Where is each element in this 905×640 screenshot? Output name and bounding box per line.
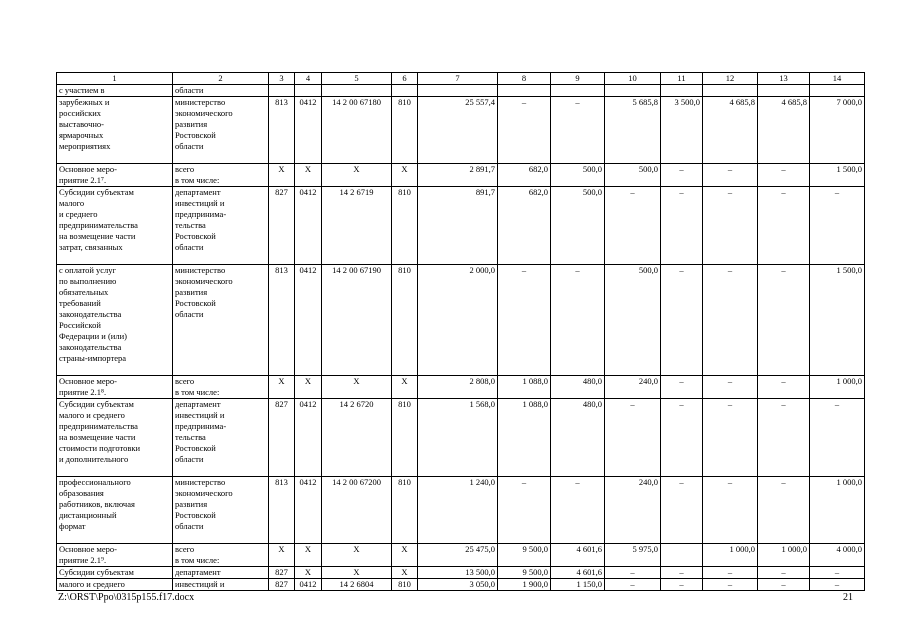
cell-executor: всего в том числе:: [173, 544, 269, 567]
cell-value: 2 891,7: [418, 164, 498, 187]
cell-value: 810: [392, 187, 418, 265]
cell-value: –: [758, 187, 810, 265]
cell-value: 891,7: [418, 187, 498, 265]
cell-value: –: [661, 579, 703, 591]
column-header: 12: [703, 73, 758, 85]
cell-executor: департамент инвестиций и предпринима- тельства Ростовской области: [173, 399, 269, 477]
table-row: [57, 544, 865, 567]
cell-value: 14 2 00 67180: [322, 97, 392, 164]
cell-value: –: [661, 477, 703, 544]
cell-value: –: [661, 399, 703, 477]
cell-value: 0412: [295, 97, 322, 164]
cell-value: 827: [269, 567, 295, 579]
footer-page-number: 21: [843, 592, 853, 603]
cell-value: 5 685,8: [605, 97, 661, 164]
cell-value: –: [703, 265, 758, 376]
cell-value: 810: [392, 265, 418, 376]
cell-value: –: [703, 187, 758, 265]
cell-value: Х: [392, 164, 418, 187]
cell-value: 813: [269, 477, 295, 544]
cell-value: –: [758, 376, 810, 399]
cell-value: 2 808,0: [418, 376, 498, 399]
cell-value: Х: [269, 544, 295, 567]
cell-value: 810: [392, 579, 418, 591]
cell-value: [661, 544, 703, 567]
cell-executor: министерство экономического развития Ростовской области: [173, 477, 269, 544]
cell-value: 1 000,0: [810, 376, 865, 399]
cell-value: –: [551, 97, 605, 164]
cell-value: Х: [322, 567, 392, 579]
cell-value: 13 500,0: [418, 567, 498, 579]
cell-value: 1 568,0: [418, 399, 498, 477]
table-row: [57, 187, 865, 265]
cell-value: –: [703, 579, 758, 591]
cell-value: 1 088,0: [498, 399, 551, 477]
column-header: 3: [269, 73, 295, 85]
cell-value: 4 685,8: [758, 97, 810, 164]
cell-value: 682,0: [498, 164, 551, 187]
cell-value: [498, 85, 551, 97]
cell-description: с участием в: [57, 85, 173, 97]
cell-value: 1 000,0: [703, 544, 758, 567]
cell-value: –: [661, 164, 703, 187]
cell-value: –: [758, 399, 810, 477]
cell-value: 7 000,0: [810, 97, 865, 164]
cell-value: –: [498, 265, 551, 376]
cell-value: [605, 85, 661, 97]
cell-value: –: [703, 376, 758, 399]
table-header-row: [57, 73, 865, 85]
cell-value: 240,0: [605, 376, 661, 399]
cell-description: зарубежных и российских выставочно- ярмарочных мероприятиях: [57, 97, 173, 164]
cell-value: [392, 85, 418, 97]
cell-value: 0412: [295, 187, 322, 265]
cell-value: Х: [295, 544, 322, 567]
cell-value: –: [810, 187, 865, 265]
column-header: 2: [173, 73, 269, 85]
cell-value: 14 2 6719: [322, 187, 392, 265]
cell-value: –: [703, 567, 758, 579]
cell-value: 25 475,0: [418, 544, 498, 567]
cell-value: –: [498, 477, 551, 544]
cell-value: Х: [295, 376, 322, 399]
cell-value: 5 975,0: [605, 544, 661, 567]
cell-value: [703, 85, 758, 97]
column-header: 6: [392, 73, 418, 85]
column-header: 1: [57, 73, 173, 85]
cell-value: 3 500,0: [661, 97, 703, 164]
cell-value: –: [661, 265, 703, 376]
cell-value: 813: [269, 97, 295, 164]
cell-description: профессионального образования работников, включая дистанционный формат: [57, 477, 173, 544]
cell-description: Субсидии субъектам: [57, 567, 173, 579]
cell-value: 0412: [295, 477, 322, 544]
budget-table: [56, 72, 865, 591]
cell-value: –: [661, 187, 703, 265]
cell-description: с оплатой услуг по выполнению обязательных требований законодательства Российской Федерации и (или) законодательства страны-импортера: [57, 265, 173, 376]
column-header: 7: [418, 73, 498, 85]
cell-value: 4 601,6: [551, 567, 605, 579]
column-header: 9: [551, 73, 605, 85]
cell-value: –: [551, 265, 605, 376]
cell-value: 3 050,0: [418, 579, 498, 591]
cell-value: 480,0: [551, 376, 605, 399]
column-header: 11: [661, 73, 703, 85]
cell-value: [551, 85, 605, 97]
column-header: 8: [498, 73, 551, 85]
cell-value: –: [661, 376, 703, 399]
cell-value: 1 500,0: [810, 265, 865, 376]
cell-value: 1 000,0: [810, 477, 865, 544]
cell-value: 500,0: [605, 164, 661, 187]
cell-value: 480,0: [551, 399, 605, 477]
cell-value: –: [703, 164, 758, 187]
cell-value: 9 500,0: [498, 567, 551, 579]
cell-value: 4 000,0: [810, 544, 865, 567]
cell-executor: области: [173, 85, 269, 97]
table-row: [57, 97, 865, 164]
cell-value: Х: [322, 544, 392, 567]
cell-value: 810: [392, 97, 418, 164]
cell-value: –: [758, 265, 810, 376]
cell-value: 827: [269, 187, 295, 265]
cell-description: Субсидии субъектам малого и среднего предпринимательства на возмещение части затрат, связанных: [57, 187, 173, 265]
cell-value: 4 685,8: [703, 97, 758, 164]
cell-value: Х: [392, 544, 418, 567]
cell-value: 500,0: [551, 187, 605, 265]
cell-value: 1 000,0: [758, 544, 810, 567]
cell-value: [810, 85, 865, 97]
cell-value: [661, 85, 703, 97]
cell-value: 0412: [295, 399, 322, 477]
cell-value: 1 150,0: [551, 579, 605, 591]
column-header: 10: [605, 73, 661, 85]
column-header: 5: [322, 73, 392, 85]
cell-value: 827: [269, 399, 295, 477]
cell-value: Х: [322, 164, 392, 187]
cell-value: –: [758, 567, 810, 579]
cell-value: 827: [269, 579, 295, 591]
table-row: [57, 567, 865, 579]
cell-value: –: [605, 579, 661, 591]
table-row: [57, 477, 865, 544]
cell-value: 813: [269, 265, 295, 376]
footer-file-path: Z:\ORST\Ppo\0315p155.f17.docx: [58, 592, 195, 603]
cell-description: Субсидии субъектам малого и среднего предпринимательства на возмещение части стоимости подготовки и дополнительного: [57, 399, 173, 477]
cell-executor: министерство экономического развития Ростовской области: [173, 97, 269, 164]
cell-value: 500,0: [551, 164, 605, 187]
cell-executor: всего в том числе:: [173, 164, 269, 187]
table-row: [57, 85, 865, 97]
cell-value: 1 088,0: [498, 376, 551, 399]
cell-value: –: [758, 164, 810, 187]
column-header: 14: [810, 73, 865, 85]
cell-value: –: [498, 97, 551, 164]
cell-value: 682,0: [498, 187, 551, 265]
column-header: 4: [295, 73, 322, 85]
cell-value: –: [661, 567, 703, 579]
cell-value: Х: [392, 376, 418, 399]
cell-executor: департамент: [173, 567, 269, 579]
table-row: [57, 376, 865, 399]
cell-value: Х: [269, 376, 295, 399]
cell-value: [295, 85, 322, 97]
cell-value: –: [810, 567, 865, 579]
cell-value: 25 557,4: [418, 97, 498, 164]
cell-value: 810: [392, 477, 418, 544]
cell-value: –: [703, 399, 758, 477]
cell-value: –: [758, 477, 810, 544]
table-row: [57, 164, 865, 187]
cell-executor: департамент инвестиций и предпринима- тельства Ростовской области: [173, 187, 269, 265]
cell-description: Основное меро- приятие 2.1⁷.: [57, 164, 173, 187]
cell-value: [269, 85, 295, 97]
cell-description: малого и среднего: [57, 579, 173, 591]
cell-value: 14 2 6720: [322, 399, 392, 477]
cell-value: –: [605, 187, 661, 265]
cell-value: –: [703, 477, 758, 544]
cell-value: Х: [269, 164, 295, 187]
cell-value: Х: [322, 376, 392, 399]
cell-value: 14 2 00 67200: [322, 477, 392, 544]
cell-value: –: [810, 579, 865, 591]
cell-value: 14 2 6804: [322, 579, 392, 591]
cell-value: 0412: [295, 265, 322, 376]
cell-executor: инвестиций и: [173, 579, 269, 591]
cell-value: 14 2 00 67190: [322, 265, 392, 376]
cell-value: [758, 85, 810, 97]
cell-value: 9 500,0: [498, 544, 551, 567]
cell-executor: министерство экономического развития Ростовской области: [173, 265, 269, 376]
table-row: [57, 579, 865, 591]
cell-value: 240,0: [605, 477, 661, 544]
cell-value: 1 500,0: [810, 164, 865, 187]
cell-value: [418, 85, 498, 97]
cell-value: 1 900,0: [498, 579, 551, 591]
cell-value: Х: [295, 567, 322, 579]
cell-value: 500,0: [605, 265, 661, 376]
table-row: [57, 265, 865, 376]
cell-value: Х: [392, 567, 418, 579]
cell-executor: всего в том числе:: [173, 376, 269, 399]
cell-value: 4 601,6: [551, 544, 605, 567]
cell-value: 1 240,0: [418, 477, 498, 544]
cell-description: Основное меро- приятие 2.1⁹.: [57, 544, 173, 567]
cell-value: –: [551, 477, 605, 544]
column-header: 13: [758, 73, 810, 85]
cell-value: –: [758, 579, 810, 591]
cell-description: Основное меро- приятие 2.1⁸.: [57, 376, 173, 399]
table-row: [57, 399, 865, 477]
cell-value: 0412: [295, 579, 322, 591]
cell-value: –: [605, 567, 661, 579]
cell-value: 2 000,0: [418, 265, 498, 376]
cell-value: 810: [392, 399, 418, 477]
cell-value: –: [810, 399, 865, 477]
cell-value: [322, 85, 392, 97]
cell-value: Х: [295, 164, 322, 187]
cell-value: –: [605, 399, 661, 477]
